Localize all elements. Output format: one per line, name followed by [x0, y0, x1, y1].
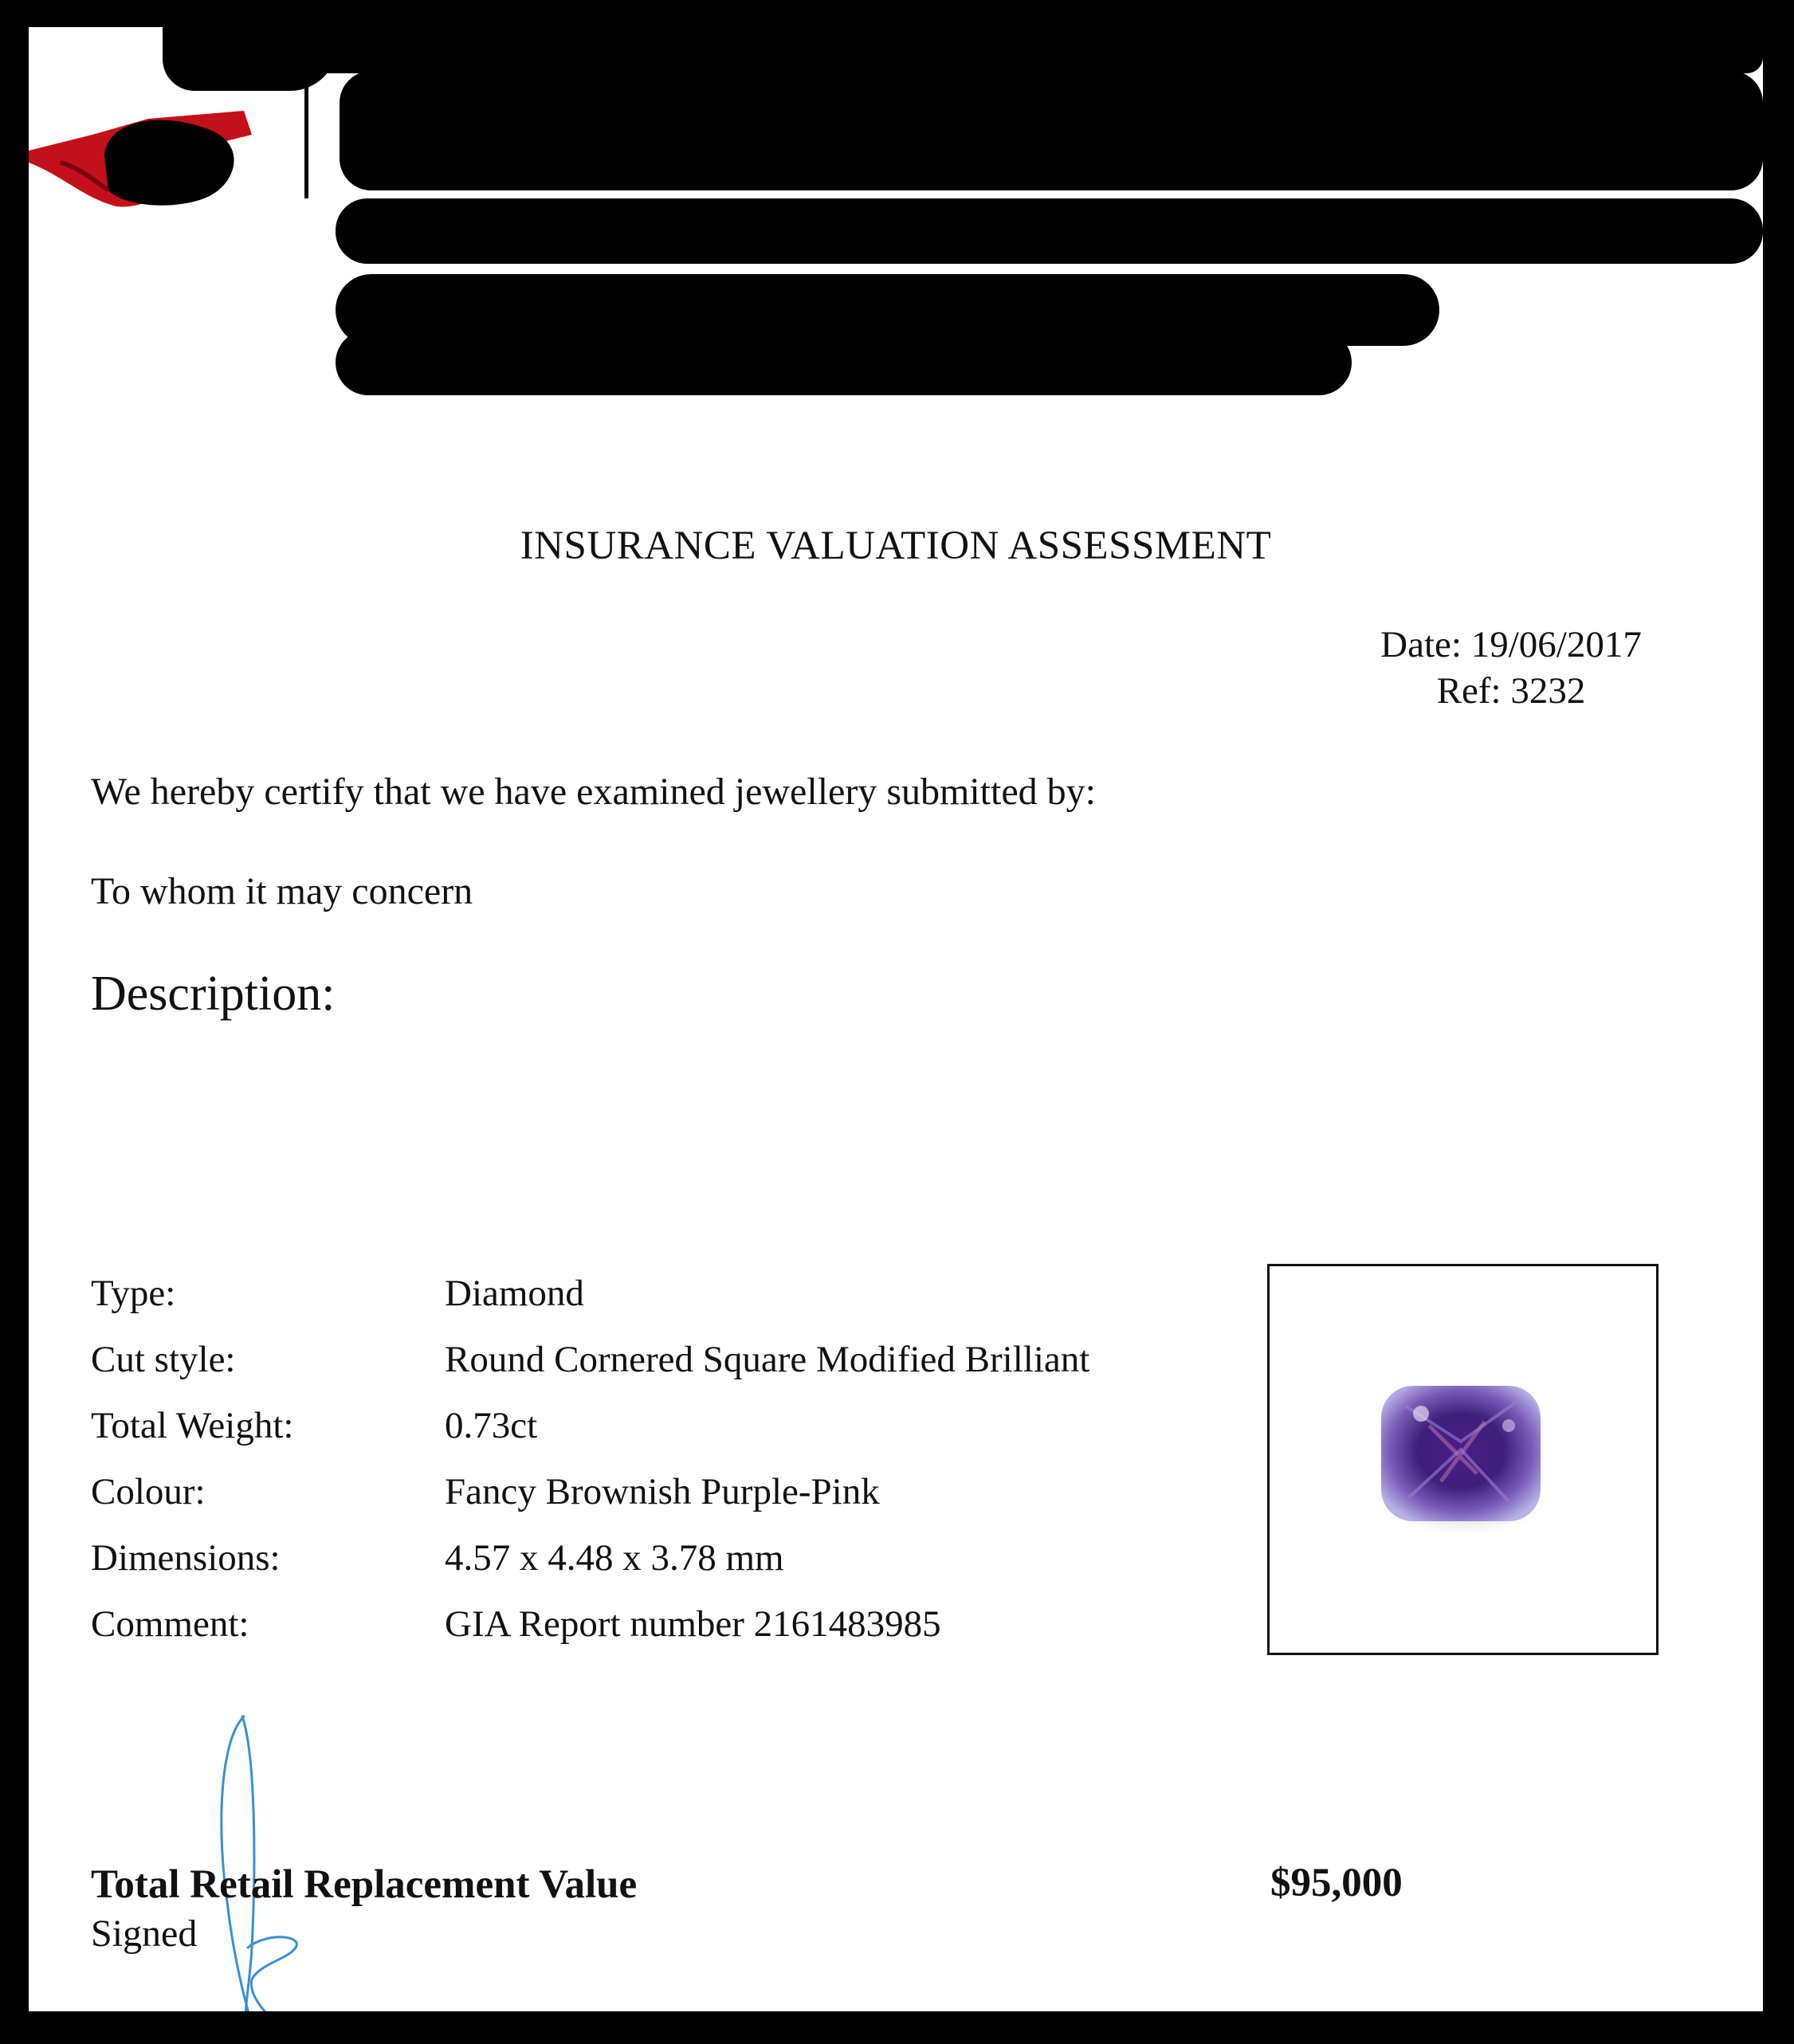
total-value-label: Total Retail Replacement Value [91, 1862, 638, 1907]
redaction-bar [163, 27, 338, 91]
description-heading: Description: [91, 967, 336, 1021]
diamond-photo [1267, 1264, 1659, 1655]
detail-value: Round Cornered Square Modified Brilliant [445, 1339, 1090, 1380]
detail-value: 4.57 x 4.48 x 3.78 mm [445, 1537, 784, 1579]
document-title: INSURANCE VALUATION ASSESSMENT [520, 524, 1272, 568]
redaction-bar [336, 330, 1352, 395]
document-ref: Ref: 3232 [1436, 670, 1586, 712]
document-meta [1288, 622, 1734, 714]
letterhead-divider [304, 27, 308, 198]
wax-seal-icon [29, 87, 268, 210]
detail-label: Type: [91, 1273, 176, 1314]
detail-value: GIA Report number 2161483985 [445, 1603, 941, 1645]
redaction-bar [340, 71, 1763, 190]
detail-label: Cut style: [91, 1339, 236, 1380]
document-date: Date: 19/06/2017 [1380, 624, 1642, 665]
redaction-bar [268, 27, 1763, 73]
recipient-line: To whom it may concern [91, 870, 473, 912]
detail-value: Fancy Brownish Purple-Pink [445, 1471, 880, 1512]
detail-label: Colour: [91, 1471, 206, 1512]
redaction-bar [336, 198, 1763, 264]
valuation-document [29, 27, 1763, 2011]
detail-label: Dimensions: [91, 1537, 281, 1579]
detail-label: Total Weight: [91, 1405, 294, 1446]
detail-value: 0.73ct [445, 1405, 538, 1446]
detail-value: Diamond [445, 1273, 584, 1314]
certify-line: We hereby certify that we have examined jewellery submitted by: [91, 771, 1096, 813]
diamond-icon [1270, 1266, 1656, 1653]
signature-icon [172, 1709, 363, 2011]
signed-label: Signed [91, 1913, 198, 1955]
total-value-amount: $95,000 [1270, 1861, 1403, 1905]
detail-label: Comment: [91, 1603, 249, 1645]
